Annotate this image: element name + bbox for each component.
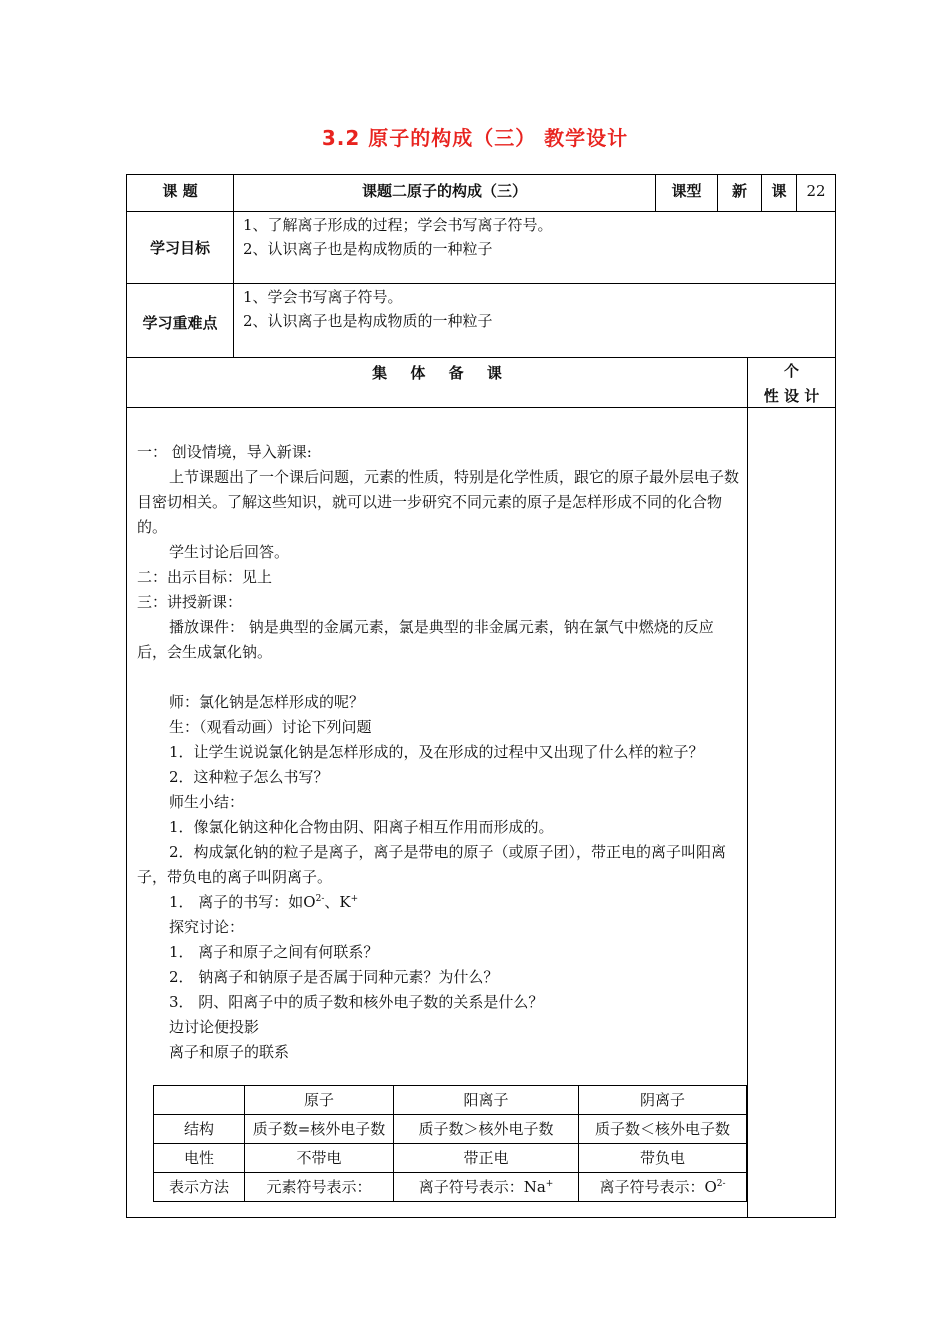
- goal-line-1: 1、了解离子形成的过程；学会书写离子符号。: [243, 216, 553, 234]
- topic-value: 课题二原子的构成（三）: [361, 182, 527, 200]
- table-cell: [394, 1173, 579, 1202]
- question: 2． 钠离子和钠原子是否属于同种元素？为什么？: [169, 968, 499, 986]
- section-2-heading: 二：出示目标：见上: [137, 568, 273, 586]
- table-cell: 表示方法: [154, 1173, 245, 1202]
- question: 1． 离子和原子之间有何联系？: [169, 943, 379, 961]
- paragraph: 2．这种粒子怎么书写？: [169, 768, 329, 786]
- paragraph: 1．像氯化钠这种化合物由阴、阳离子相互作用而形成的。: [169, 818, 554, 836]
- paragraph: 播放课件： 钠是典型的金属元素，氯是典型的非金属元素，钠在氯气中燃烧的反应后，会生成氯化钠。: [137, 618, 714, 661]
- lesson-body: [137, 440, 742, 1065]
- cation-charge: +: [545, 1179, 554, 1189]
- ion-charge-o: 2-: [315, 894, 325, 904]
- goal-line-2: 2、认识离子也是构成物质的一种粒子: [243, 240, 493, 258]
- table-cell: 带正电: [394, 1144, 579, 1173]
- col-divider: [747, 357, 748, 1218]
- key-point-line-1: 1、学会书写离子符号。: [243, 288, 403, 306]
- type-value-2: 课: [771, 182, 787, 200]
- table-border-bottom: [126, 1217, 836, 1218]
- table-cell: 质子数=核外电子数: [245, 1115, 394, 1144]
- type-value-1: 新: [731, 182, 747, 200]
- table-row: [154, 1086, 747, 1115]
- table-cell: 电性: [154, 1144, 245, 1173]
- paragraph: 上节课题出了一个课后问题，元素的性质，特别是化学性质，跟它的原子最外层电子数目密切相关。了解这些知识，就可以进一步研究不同元素的原子是怎样形成不同的化合物的。: [137, 468, 740, 536]
- section-3-heading: 三：讲授新课：: [137, 593, 243, 611]
- table-cell: 不带电: [245, 1144, 394, 1173]
- paragraph: 学生讨论后回答。: [169, 543, 290, 561]
- ion-charge-k: +: [350, 894, 359, 904]
- anion-notation: 离子符号表示：O: [599, 1178, 717, 1196]
- personal-design-label-1: 个: [783, 362, 799, 380]
- paragraph: 边讨论便投影: [169, 1018, 260, 1036]
- row-divider: [126, 407, 836, 408]
- topic-label: 课 题: [162, 182, 198, 200]
- page-title: 3.2 原子的构成（三） 教学设计: [321, 126, 629, 150]
- table-cell: [579, 1173, 747, 1202]
- table-header-cell: 阴离子: [579, 1086, 747, 1115]
- cation-notation: 离子符号表示：Na: [418, 1178, 546, 1196]
- table-row: [154, 1115, 747, 1144]
- table-cell: 质子数＜核外电子数: [579, 1115, 747, 1144]
- section-1-heading: 一： 创设情境，导入新课:: [137, 443, 312, 461]
- table-border-right: [835, 174, 836, 1218]
- table-header-cell: [154, 1086, 245, 1115]
- table-cell: 质子数＞核外电子数: [394, 1115, 579, 1144]
- question: 3． 阴、阳离子中的质子数和核外电子数的关系是什么？: [169, 993, 544, 1011]
- blank-line: [137, 665, 742, 690]
- paragraph: 探究讨论：: [169, 918, 245, 936]
- personal-design-label-2: 性 设 计: [763, 387, 820, 405]
- paragraph: 生：（观看动画）讨论下列问题: [169, 718, 372, 736]
- ion-atom-comparison-table: [153, 1085, 747, 1202]
- key-point-line-2: 2、认识离子也是构成物质的一种粒子: [243, 312, 493, 330]
- type-label: 课型: [671, 182, 702, 200]
- paragraph: 1．让学生说说氯化钠是怎样形成的，及在形成的过程中又出现了什么样的粒子？: [169, 743, 704, 761]
- paragraph: 师：氯化钠是怎样形成的呢？: [169, 693, 365, 711]
- goal-label: 学习目标: [149, 239, 210, 257]
- table-cell: 带负电: [579, 1144, 747, 1173]
- table-cell: 元素符号表示：: [245, 1173, 394, 1202]
- paragraph: 离子和原子的联系: [169, 1043, 290, 1061]
- anion-charge: 2-: [716, 1179, 726, 1189]
- table-header-cell: 原子: [245, 1086, 394, 1115]
- ion-writing-line: [137, 890, 742, 915]
- table-row: [154, 1144, 747, 1173]
- key-points-label: 学习重难点: [142, 314, 218, 332]
- paragraph: 师生小结：: [169, 793, 245, 811]
- table-header-cell: 阳离子: [394, 1086, 579, 1115]
- ion-writing-text: 1． 离子的书写：如O: [169, 893, 316, 911]
- table-row: [154, 1173, 747, 1202]
- ion-writing-text-k: 、K: [324, 893, 351, 911]
- table-cell: 结构: [154, 1115, 245, 1144]
- paragraph: 2．构成氯化钠的粒子是离子，离子是带电的原子（或原子团），带正电的离子叫阳离子，带负电的离子叫阴离子。: [137, 843, 727, 886]
- collective-prep-label: 集 体 备 课: [372, 364, 502, 382]
- lesson-number: 22: [806, 182, 826, 200]
